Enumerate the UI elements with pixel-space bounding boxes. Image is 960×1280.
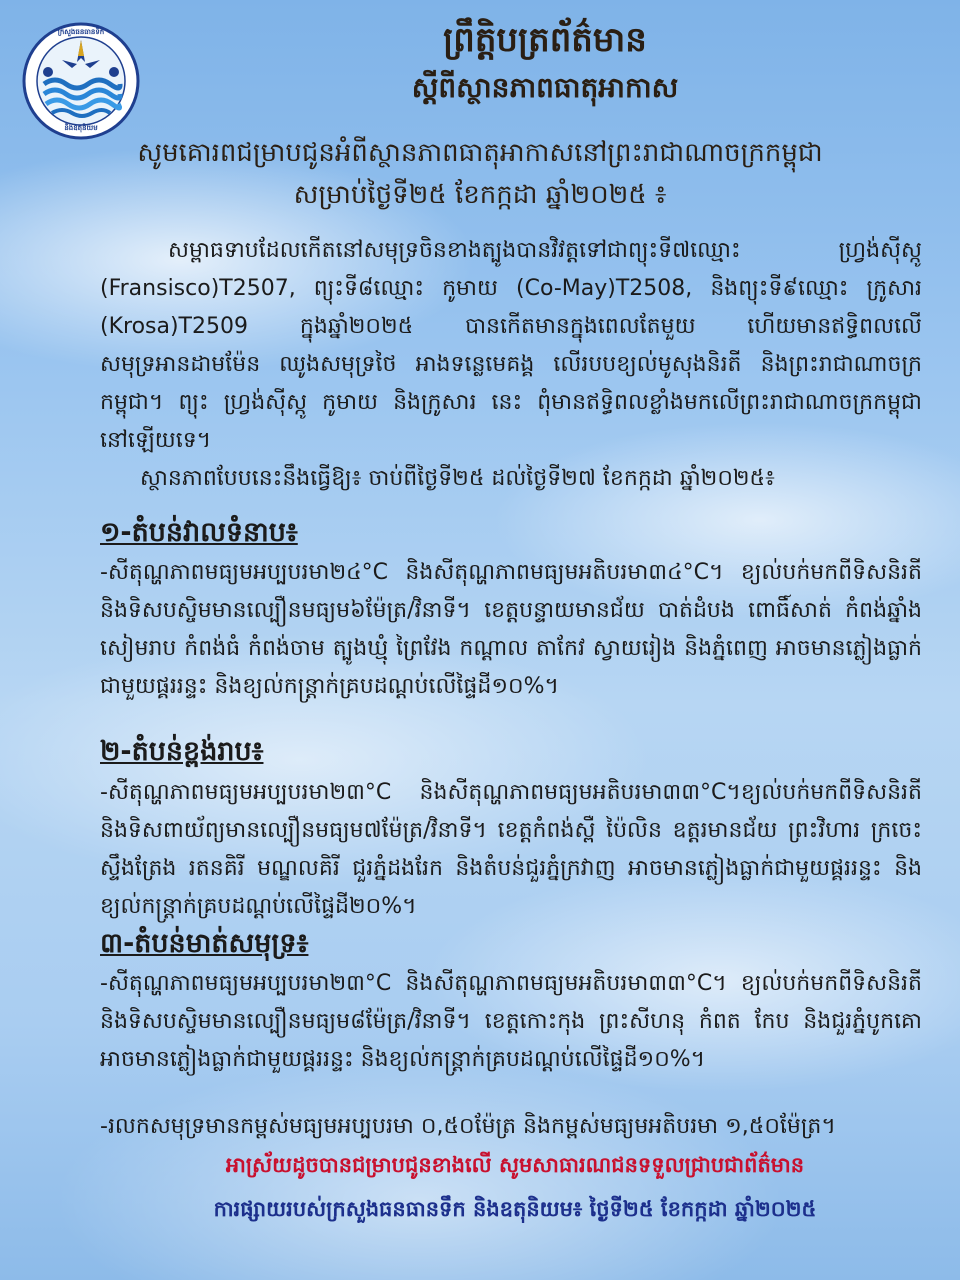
intro-line-2: សម្រាប់ថ្ងៃទី២៥ ខែកក្កដា ឆ្នាំ២០២៥ ៖ — [293, 180, 667, 210]
logo-org-top: ក្រសួងធនធានទឹក — [57, 28, 105, 36]
bulletin-subtitle: ស្តីពីស្ថានភាពធាតុអាកាស — [411, 71, 679, 104]
section-text-lowland: -សីតុណ្ហភាពមធ្យមអប្បបរមា២៤°C និងសីតុណ្ហភាពមធ្យមអតិបរមា៣៤°C។ ខ្យល់បក់មកពីទិសនិរតី និងទិសបស្ចិមមានល្បឿនមធ្យម៦ម៉ែត្រ/វិនាទី។ ខេត្តបន្ទាយមានជ័យ បាត់ដំបង ពោធិ៍សាត់ កំពង់ឆ្នាំង សៀមរាប កំពង់ធំ កំពង់ចាម ត្បូងឃ្មុំ ព្រៃវែង កណ្តាល តាកែវ ស្វាយរៀង និងភ្នំពេញ អាចមានភ្លៀងធ្លាក់ជាមួយផ្គររន្ទះ និងខ្យល់កន្ត្រាក់គ្របដណ្តប់លើផ្ទៃដី១០%។ — [100, 560, 922, 699]
section-text-waves: -រលកសមុទ្រមានកម្ពស់មធ្យមអប្បបរមា ០,៥០ម៉ែត្រ និងកម្ពស់មធ្យមអតិបរមា ១,៥០ម៉ែត្រ។ — [100, 1114, 836, 1139]
section-heading-plateau: ២-តំបន់ខ្ពង់រាប៖ — [100, 736, 264, 767]
overview-paragraph: សម្ពាធទាបដែលកើតនៅសមុទ្រចិនខាងត្បូងបានវិវត្តទៅជាព្យុះទី៧ឈ្មោះ ហ្វ្រង់ស៊ីស្កូ (Fransisco)T2507, ព្យុះទី៨ឈ្មោះ កូមាយ (Co-May)T2508, និងព្យុះទី៩ឈ្មោះ ក្រូសារ (Krosa)T2509 ក្នុងឆ្នាំ២០២៥ បានកើតមានក្នុងពេលតែមួយ ហើយមានឥទ្ធិពលលើសមុទ្រអានដាមម៉ែន ឈូងសមុទ្រថៃ អាងទន្លេមេគង្គ លើរបបខ្យល់មូសុងនិរតី និងព្រះរាជាណាចក្រកម្ពុជា។ ព្យុះ ហ្វ្រង់ស៊ីស្កូ កូមាយ និងក្រូសារ នេះ ពុំមានឥទ្ធិពលខ្លាំងមកលើព្រះរាជាណាចក្រកម្ពុជានៅឡើយទេ។ — [100, 238, 922, 453]
section-text-plateau: -សីតុណ្ហភាពមធ្យមអប្បបរមា២៣°C និងសីតុណ្ហភាពមធ្យមអតិបរមា៣៣°C។ខ្យល់បក់មកពីទិសនិរតី និងទិសពាយ័ព្យមានល្បឿនមធ្យម៧ម៉ែត្រ/វិនាទី។ ខេត្តកំពង់ស្ពឺ ប៉ៃលិន ឧត្តរមានជ័យ ព្រះវិហារ ក្រចេះ ស្ទឹងត្រែង រតនគិរី មណ្ឌលគិរី ជួរភ្នំដងរែក និងតំបន់ជួរភ្នំក្រវាញ អាចមានភ្លៀងធ្លាក់ជាមួយផ្គររន្ទះ និងខ្យល់កន្ត្រាក់គ្របដណ្តប់លើផ្ទៃដី២០%។ — [100, 780, 922, 919]
logo-org-bottom: និងឧតុនិយម — [64, 124, 98, 132]
public-notice: អាស្រ័យដូចបានជម្រាបជូនខាងលើ សូមសាធារណជនទទួលជ្រាបជាព័ត៌មាន — [225, 1153, 805, 1177]
ministry-logo — [22, 22, 140, 140]
forecast-period-paragraph: ស្ថានភាពបែបនេះនឹងធ្វើឱ្យ៖ ចាប់ពីថ្ងៃទី២៥ ដល់ថ្ងៃទី២៧ ខែកក្កដា ឆ្នាំ២០២៥៖ — [140, 466, 775, 491]
section-text-coastal: -សីតុណ្ហភាពមធ្យមអប្បបរមា២៣°C និងសីតុណ្ហភាពមធ្យមអតិបរមា៣៣°C។ ខ្យល់បក់មកពីទិសនិរតី និងទិសបស្ចិមមានល្បឿនមធ្យម៨ម៉ែត្រ/វិនាទី។ ខេត្តកោះកុង ព្រះសីហនុ កំពត កែប និងជួរភ្នំបូកគោ អាចមានភ្លៀងធ្លាក់ជាមួយផ្គររន្ទះ និងខ្យល់កន្ត្រាក់គ្របដណ្តប់លើផ្ទៃដី១០%។ — [100, 971, 922, 1072]
intro-line-1: សូមគោរពជម្រាបជូនអំពីស្ថានភាពធាតុអាកាសនៅព្រះរាជាណាចក្រកម្ពុជា — [137, 138, 823, 168]
section-heading-coastal: ៣-តំបន់មាត់សមុទ្រ៖ — [100, 928, 309, 959]
bulletin-title: ព្រឹត្តិបត្រព័ត៌មាន — [443, 20, 647, 60]
section-heading-lowland: ១-តំបន់វាលទំនាប៖ — [100, 517, 298, 548]
issuer-signature: ការផ្សាយរបស់ក្រសួងធនធានទឹក និងឧតុនិយម៖ ថ្ងៃទី២៥ ខែកក្កដា ឆ្នាំ២០២៥ — [213, 1197, 817, 1221]
